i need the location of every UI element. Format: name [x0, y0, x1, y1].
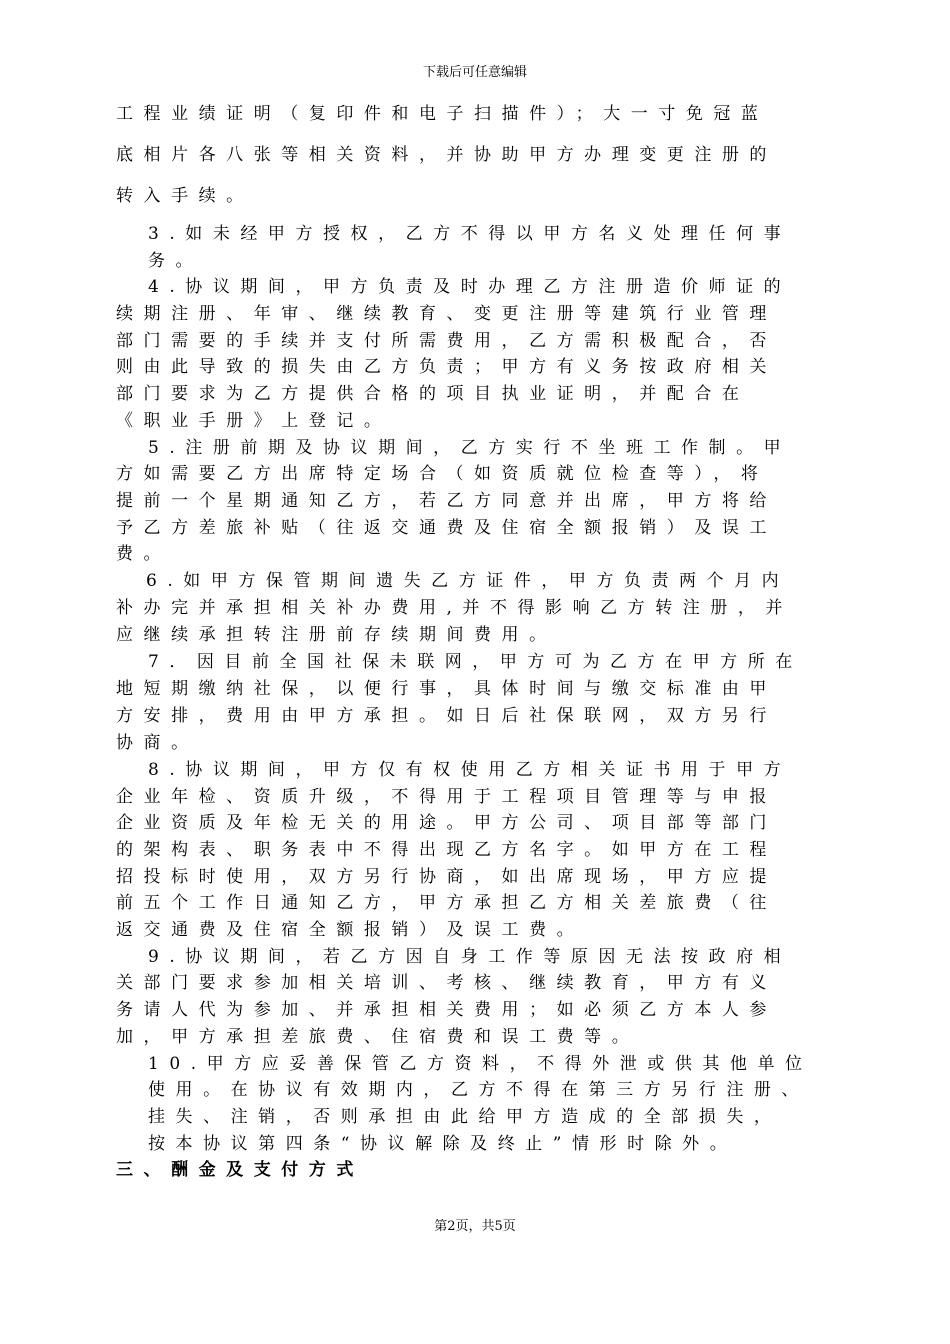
clause-8-line: 企业年检、资质升级，不得用于工程项目管理等与申报 — [116, 786, 777, 807]
clause-8-line: 前五个工作日通知乙方，甲方承担乙方相关差旅费（往 — [116, 893, 777, 914]
clause-9-line: 加，甲方承担差旅费、住宿费和误工费等。 — [116, 1026, 640, 1047]
clause-4-line: 部门要求为乙方提供合格的项目执业证明，并配合在 — [116, 384, 750, 405]
clause-8-line: 企业资质及年检无关的用途。甲方公司、项目部等部门 — [116, 813, 777, 834]
clause-6-line: 补办完并承担相关补办费用,并不得影响乙方转注册，并 — [116, 597, 793, 618]
clause-5-line: 提前一个星期通知乙方，若乙方同意并出席，甲方将给 — [116, 490, 777, 511]
text-line: 底相片各八张等相关资料，并协助甲方办理变更注册的 — [116, 145, 777, 165]
clause-3-line: 3.如未经甲方授权，乙方不得以甲方名义处理任何事 — [148, 224, 792, 244]
clause-7-line: 协商。 — [116, 732, 199, 753]
clause-5-line: 予乙方差旅补贴（往返交通费及住宿全额报销）及误工 — [116, 517, 777, 538]
clause-7-line: 方安排，费用由甲方承担。如日后社保联网，双方另行 — [116, 705, 777, 726]
text-line: 转入手续。 — [116, 186, 254, 206]
clause-3-line: 务。 — [148, 250, 204, 271]
clause-6-line: 应继续承担转注册前存续期间费用。 — [116, 624, 557, 645]
clause-8-line: 8.协议期间，甲方仅有权使用乙方相关证书用于甲方 — [148, 759, 792, 780]
clause-10-line: 使用。在协议有效期内，乙方不得在第三方另行注册、 — [148, 1080, 809, 1101]
clause-4-line: 则由此导致的损失由乙方负责；甲方有义务按政府相关 — [116, 357, 777, 378]
clause-5-line: 费。 — [116, 544, 172, 565]
clause-10-line: 按本协议第四条“协议解除及终止”情形时除外。 — [148, 1133, 738, 1154]
clause-4-line: 续期注册、年审、继续教育、变更注册等建筑行业管理 — [116, 304, 777, 325]
clause-7-line: 地短期缴纳社保，以便行事，具体时间与缴交标准由甲 — [116, 678, 777, 699]
document-body — [116, 94, 854, 1184]
clause-10-line: 10.甲方应妥善保管乙方资料，不得外泄或供其他单位 — [148, 1053, 813, 1074]
clause-9-line: 关部门要求参加相关培训、考核、继续教育，甲方有义 — [116, 973, 777, 994]
clause-8-line: 返交通费及住宿全额报销）及误工费。 — [116, 920, 585, 941]
page-header: 下载后可任意编辑 — [422, 65, 527, 80]
clause-8-line: 招投标时使用，双方另行协商，如出席现场，甲方应提 — [116, 866, 777, 887]
clause-6-line: 6.如甲方保管期间遗失乙方证件，甲方负责两个月内 — [146, 570, 790, 591]
section-title: 三、酬金及支付方式 — [116, 1160, 364, 1181]
clause-5-line: 方如需要乙方出席特定场合（如资质就位检查等），将 — [116, 464, 769, 485]
clause-4-line: 部门需要的手续并支付所需费用，乙方需积极配合，否 — [116, 330, 777, 351]
clause-5-line: 5.注册前期及协议期间，乙方实行不坐班工作制。甲 — [148, 437, 792, 458]
clause-4-line: 《职业手册》上登记。 — [116, 410, 392, 431]
clause-10-line: 挂失、注销，否则承担由此给甲方造成的全部损失， — [148, 1106, 782, 1127]
clause-4-line: 4.协议期间，甲方负责及时办理乙方注册造价师证的 — [148, 277, 792, 298]
page-footer: 第2页，共5页 — [434, 1219, 516, 1234]
clause-9-line: 务请人代为参加、并承担相关费用；如必须乙方本人参 — [116, 1000, 777, 1021]
text-line: 工程业绩证明（复印件和电子扫描件）；大一寸免冠蓝 — [116, 104, 769, 124]
clause-9-line: 9.协议期间，若乙方因自身工作等原因无法按政府相 — [148, 946, 792, 967]
clause-8-line: 的架构表、职务表中不得出现乙方名字。如甲方在工程 — [116, 840, 777, 860]
clause-7-line: 7．因目前全国社保未联网，甲方可为乙方在甲方所在 — [148, 651, 803, 672]
